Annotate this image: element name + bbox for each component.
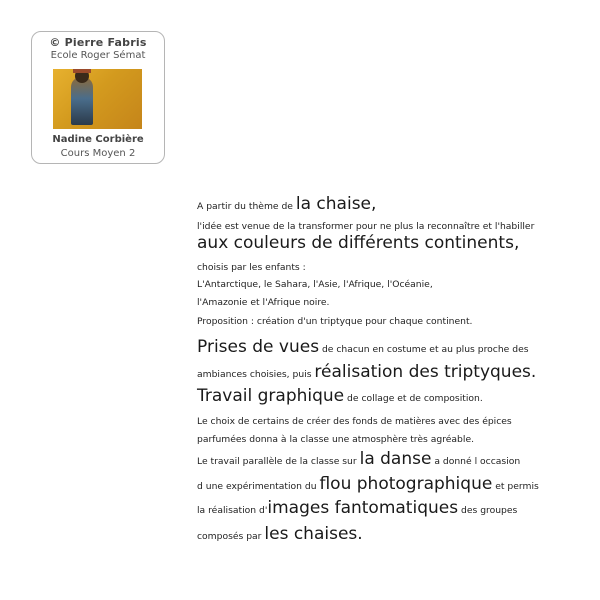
text-line-13 — [197, 449, 520, 469]
text-line-5: L'Antarctique, le Sahara, l'Asie, l'Afrique, l'Océanie, — [197, 279, 433, 290]
text-segment: de collage et de composition. — [344, 393, 483, 404]
text-line-16 — [197, 524, 363, 544]
text-line-10 — [197, 386, 483, 406]
text-line-4: choisis par les enfants : — [197, 262, 306, 273]
school-name: Ecole Roger Sémat — [50, 50, 146, 61]
highlight-prises-de-vues: Prises de vues — [197, 337, 320, 357]
highlight-flou: flou photographique — [319, 474, 493, 494]
text-segment: composés par — [197, 531, 265, 542]
text-line-9 — [197, 362, 536, 382]
credit-card — [31, 31, 165, 164]
text-segment: la réalisation d' — [197, 505, 268, 516]
text-line-12: parfumées donna à la classe une atmosphère très agréable. — [197, 434, 475, 445]
class-name: Cours Moyen 2 — [60, 148, 136, 159]
highlight-les-chaises: les chaises. — [264, 524, 363, 544]
highlight-chaise: la chaise, — [295, 194, 377, 214]
child-hat — [73, 69, 91, 73]
text-line-15 — [197, 498, 517, 518]
text-line-6: l'Amazonie et l'Afrique noire. — [197, 297, 330, 308]
copyright-label: © Pierre Fabris — [49, 36, 147, 49]
highlight-travail-graphique: Travail graphique — [197, 386, 345, 406]
text-line-8 — [197, 337, 529, 357]
highlight-continents: aux couleurs de différents continents, — [197, 233, 520, 253]
text-segment: ambiances choisies, puis — [197, 369, 315, 380]
child-costume-photo — [53, 69, 142, 129]
text-segment: de chacun en costume et au plus proche des — [319, 344, 529, 355]
text-line-11: Le choix de certains de créer des fonds de matières avec des épices — [197, 416, 512, 427]
highlight-images: images fantomatiques — [267, 498, 459, 518]
text-line-1 — [197, 194, 376, 214]
text-segment: Le travail parallèle de la classe sur — [197, 456, 360, 467]
highlight-danse: la danse — [359, 449, 432, 469]
teacher-name: Nadine Corbière — [52, 134, 144, 145]
text-segment: d une expérimentation du — [197, 481, 320, 492]
highlight-triptyques: réalisation des triptyques. — [314, 362, 537, 382]
text-line-7: Proposition : création d'un triptyque pour chaque continent. — [197, 316, 473, 327]
text-segment: a donné l occasion — [431, 456, 521, 467]
child-figure — [71, 77, 93, 125]
text-line-14 — [197, 474, 539, 494]
text-segment: et permis — [492, 481, 539, 492]
text-segment: A partir du thème de — [197, 201, 296, 212]
text-line-2: l'idée est venue de la transformer pour ne plus la reconnaître et l'habiller — [197, 221, 535, 232]
text-line-3 — [197, 233, 519, 253]
text-segment: des groupes — [458, 505, 518, 516]
